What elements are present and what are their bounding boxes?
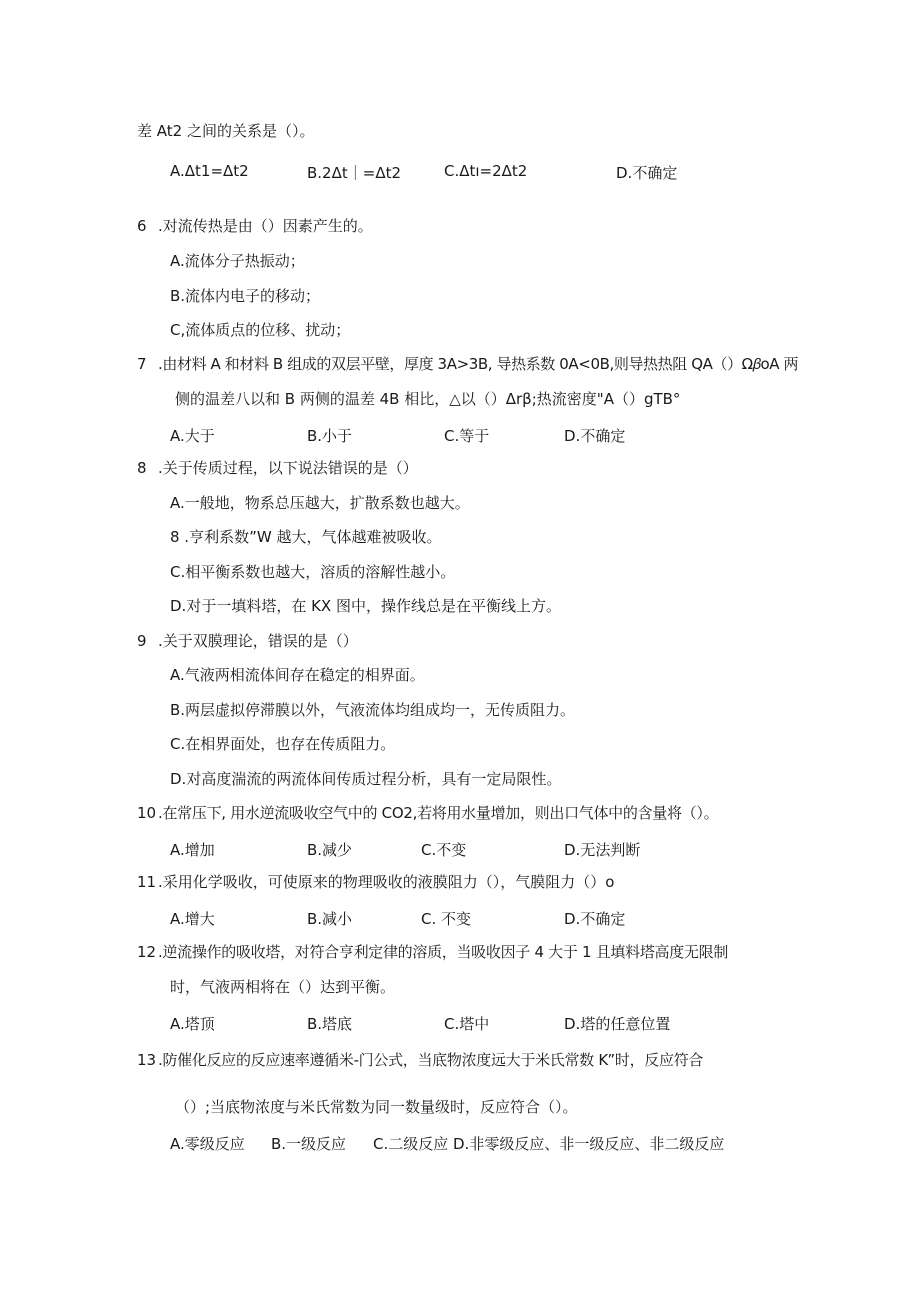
q5-option-d: D.不确定 [616,164,678,182]
q8-choice-b: 8 .亨利系数”W 越大，气体越难被吸收。 [170,528,442,546]
q8-choice-a: A.一般地，物系总压越大，扩散系数也越大。 [170,494,470,512]
q7-option-b: B.小于 [307,427,353,445]
q10-number: 10 [137,804,157,822]
q13-option-b: B.一级反应 [271,1135,347,1153]
q10-option-d: D.无法判断 [564,841,641,859]
q5-option-c: C.Δtı=2Δt2 [444,162,528,180]
q9-number: 9 [137,632,147,650]
q12-option-b: B.塔底 [307,1015,353,1033]
q13-number: 13 [137,1051,157,1069]
q5-stem-continuation: 差 At2 之间的关系是（）。 [137,122,315,140]
q11-option-b: B.减小 [307,910,353,928]
q9-choice-b: B.两层虚拟停滞膜以外，气液流体均组成均一，无传质阻力。 [170,701,576,719]
q8-number: 8 [137,459,147,477]
q7-option-d: D.不确定 [564,427,626,445]
q8-choice-c: C.相平衡系数也越大，溶质的溶解性越小。 [170,563,456,581]
q13-option-c: C.二级反应 D.非零级反应、非一级反应、非二级反应 [373,1135,725,1153]
q8-choice-d: D.对于一填料塔，在 KX 图中，操作线总是在平衡线上方。 [170,597,561,615]
q11-number: 11 [137,873,157,891]
q11-option-a: A.增大 [170,910,215,928]
q8-stem: .关于传质过程，以下说法错误的是（） [158,459,418,477]
q12-option-c: C.塔中 [444,1015,490,1033]
q7-number: 7 [137,355,147,373]
q6-number: 6 [137,217,147,235]
q12-number: 12 [137,943,157,961]
q13-stem-line1: .防催化反应的反应速率遵循米-门公式，当底物浓度远大于米氏常数 K”时，反应符合 [158,1051,704,1069]
q7-stem-line1: .由材料 A 和材料 B 组成的双层平壁，厚度 3A>3B, 导热系数 0A<0B,则导热热阻 QA（）Ω𝛽oA 两 [158,355,799,373]
q10-stem: .在常压下, 用水逆流吸收空气中的 CO2,若将用水量增加，则出口气体中的含量将（）。 [158,804,719,822]
q10-option-c: C.不变 [421,841,467,859]
q6-choice-c: C,流体质点的位移、扰动； [170,321,351,339]
q10-option-a: A.增加 [170,841,215,859]
q6-choice-b: B.流体内电子的移动； [170,287,321,305]
q7-option-a: A.大于 [170,427,215,445]
q5-option-b: B.2Δt｜=Δt2 [307,164,401,182]
q12-option-a: A.塔顶 [170,1015,215,1033]
q12-stem-line2: 时，气液两相将在（）达到平衡。 [170,978,396,996]
q13-option-a: A.零级反应 [170,1135,245,1153]
q5-option-a: A.Δt1=Δt2 [170,162,249,180]
q9-stem: .关于双膜理论，错误的是（） [158,632,358,650]
q9-choice-d: D.对高度湍流的两流体间传质过程分析，具有一定局限性。 [170,770,562,788]
q12-stem-line1: .逆流操作的吸收塔，对符合亨利定律的溶质，当吸收因子 4 大于 1 且填料塔高度无限制 [158,943,729,961]
q7-stem-line2: 侧的温差八以和 B 两侧的温差 4B 相比，△以（）Δrβ;热流密度"A（）gTB° [175,390,681,408]
q11-option-c: C. 不变 [421,910,472,928]
q11-stem: .采用化学吸收，可使原来的物理吸收的液膜阻力（），气膜阻力（）o [158,873,615,891]
q7-option-c: C.等于 [444,427,490,445]
q6-stem: .对流传热是由（）因素产生的。 [158,217,373,235]
q12-option-d: D.塔的任意位置 [564,1015,671,1033]
q10-option-b: B.减少 [307,841,353,859]
q6-choice-a: A.流体分子热振动； [170,252,305,270]
q11-option-d: D.不确定 [564,910,626,928]
q13-stem-line2: （）;当底物浓度与米氏常数为同一数量级时，反应符合（）。 [175,1098,578,1116]
q9-choice-a: A.气液两相流体间存在稳定的相界面。 [170,666,425,684]
q9-choice-c: C.在相界面处，也存在传质阻力。 [170,735,396,753]
